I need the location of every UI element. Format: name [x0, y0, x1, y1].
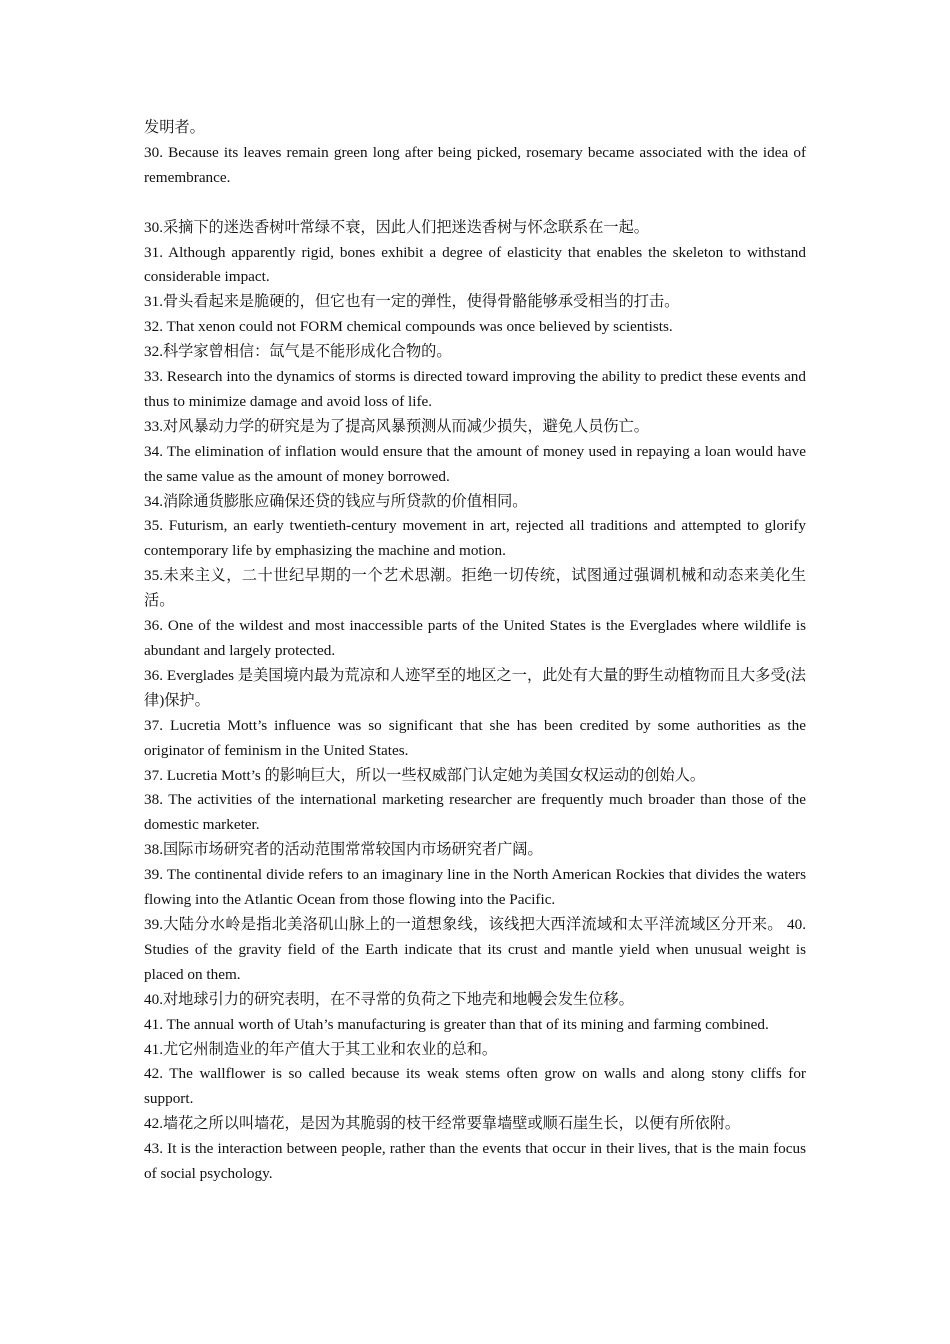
sentence-36-zh: 36. Everglades 是美国境内最为荒凉和人迹罕至的地区之一，此处有大量的野生动植物而且大多受(法律)保护。	[144, 666, 806, 709]
sentence-36-en: 36. One of the wildest and most inaccessible parts of the United States is the Everglades where wildlife is abundant and largely protected.	[144, 617, 806, 660]
sentence-43-en: 43. It is the interaction between people, rather than the events that occur in their lives, that is the main focus of social psychology.	[144, 1140, 806, 1183]
sentence-31-zh: 31.骨头看起来是脆硬的，但它也有一定的弹性，使得骨骼能够承受相当的打击。	[144, 293, 680, 311]
sentence-32-en: 32. That xenon could not FORM chemical compounds was once believed by scientists.	[144, 318, 673, 336]
text-line: 发明者。	[144, 119, 205, 136]
sentence-40-zh: 40.对地球引力的研究表明，在不寻常的负荷之下地壳和地幔会发生位移。	[144, 990, 634, 1008]
sentence-37-zh: 37. Lucretia Mott’s 的影响巨大，所以一些权威部门认定她为美国女权运动的创始人。	[144, 766, 706, 784]
blank-line	[144, 191, 806, 216]
sentence-34-zh: 34.消除通货膨胀应确保还贷的钱应与所贷款的价值相同。	[144, 492, 528, 510]
document-page	[144, 116, 806, 1187]
sentence-30-en: 30. Because its leaves remain green long after being picked, rosemary became associated with the idea of remembrance.	[144, 143, 806, 186]
sentence-38-en: 38. The activities of the international marketing researcher are frequently much broader than those of the domestic marketer.	[144, 791, 806, 834]
sentence-33-en: 33. Research into the dynamics of storms is directed toward improving the ability to predict these events and thus to minimize damage and avoid loss of life.	[144, 368, 806, 410]
sentence-31-en: 31. Although apparently rigid, bones exhibit a degree of elasticity that enables the skeleton to withstand considerable impact.	[144, 243, 806, 286]
sentence-39-en: 39. The continental divide refers to an imaginary line in the North American Rockies that divides the waters flowing into the Atlantic Ocean from those flowing into the Pacific.	[144, 866, 806, 909]
sentence-30-zh: 30.采摘下的迷迭香树叶常绿不衰，因此人们把迷迭香树与怀念联系在一起。	[144, 218, 649, 236]
sentence-32-zh: 32.科学家曾相信：氙气是不能形成化合物的。	[144, 343, 452, 361]
sentence-34-en: 34. The elimination of inflation would ensure that the amount of money used in repaying a loan would have the same value as the amount of money borrowed.	[144, 442, 806, 485]
sentence-35-zh: 35.未来主义，二十世纪早期的一个艺术思潮。拒绝一切传统，试图通过强调机械和动态来美化生活。	[144, 567, 806, 610]
sentence-42-en: 42. The wallflower is so called because its weak stems often grow on walls and along stony cliffs for support.	[144, 1065, 806, 1108]
sentence-39-zh-40-en: 39.大陆分水岭是指北美洛矶山脉上的一道想象线，该线把大西洋流域和太平洋流域区分开来。 40. Studies of the gravity field of the Earth indicate that its crust and mantle yield when unusual weight is placed on them.	[144, 915, 806, 983]
sentence-38-zh: 38.国际市场研究者的活动范围常常较国内市场研究者广阔。	[144, 841, 543, 859]
sentence-41-en: 41. The annual worth of Utah’s manufacturing is greater than that of its mining and farming combined.	[144, 1015, 769, 1033]
sentence-35-en: 35. Futurism, an early twentieth-century movement in art, rejected all traditions and attempted to glorify contemporary life by emphasizing the machine and motion.	[144, 517, 806, 560]
sentence-37-en: 37. Lucretia Mott’s influence was so significant that she has been credited by some authorities as the originator of feminism in the United States.	[144, 716, 806, 759]
sentence-41-zh: 41.尤它州制造业的年产值大于其工业和农业的总和。	[144, 1040, 498, 1058]
sentence-33-zh: 33.对风暴动力学的研究是为了提高风暴预测从而减少损失，避免人员伤亡。	[144, 417, 649, 435]
sentence-42-zh: 42.墙花之所以叫墙花，是因为其脆弱的枝干经常要靠墙壁或顺石崖生长，以便有所依附。	[144, 1115, 741, 1133]
